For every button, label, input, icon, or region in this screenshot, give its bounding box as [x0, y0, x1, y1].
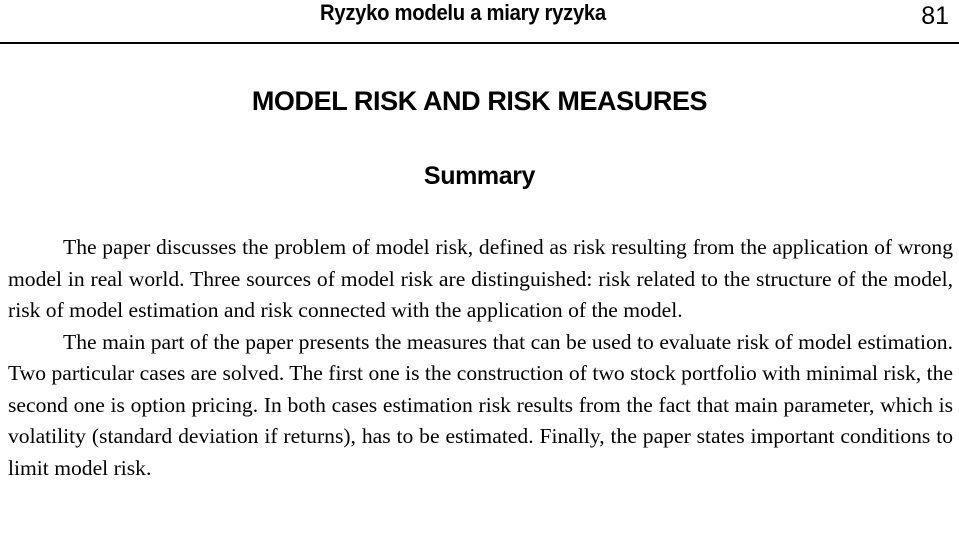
running-title: Ryzyko modelu a miary ryzyka	[320, 0, 606, 25]
paper-title: MODEL RISK AND RISK MEASURES	[251, 86, 708, 116]
summary-paragraph-2: The main part of the paper presents the measures that can be used to evaluate risk of model estimation. Two particular cases are solved. The first one is the construction of two stock portfolio with minimal risk, the second one is option pricing. In both cases estimation risk results from the fact that main parameter, which is volatility (standard deviation if returns), has to be estimated. Finally, the paper states important conditions to limit model risk.	[8, 329, 953, 480]
summary-heading: Summary	[423, 162, 536, 190]
running-header	[0, 0, 959, 44]
summary-paragraph-1: The paper discusses the problem of model risk, defined as risk resulting from the application of wrong model in real world. Three sources of model risk are distinguished: risk related to the structure of the model, risk of model estimation and risk connected with the application of the model.	[8, 235, 953, 322]
page-number: 81	[921, 2, 949, 30]
summary-body	[8, 232, 953, 484]
